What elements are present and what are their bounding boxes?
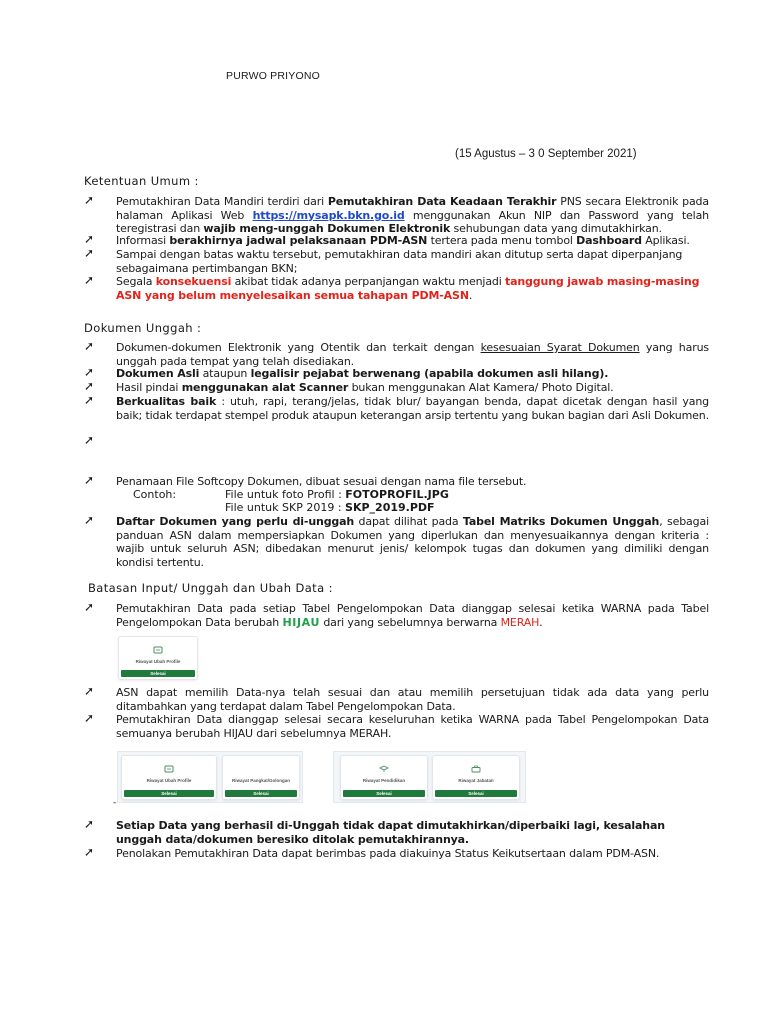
ketentuan-item-2: ➚ Informasi berakhirnya jadwal pelaksanaan PDM-ASN tertera pada menu tombol Dashboard Aplikasi. <box>84 232 690 247</box>
status-card-label: Riwayat Pendidikan <box>362 778 406 783</box>
education-icon <box>379 765 389 773</box>
status-card-3 <box>340 755 428 800</box>
dokumen-item-7: ➚ Daftar Dokumen yang perlu di-unggah dapat dilihat pada Tabel Matriks Dokumen Unggah, sebagai panduan ASN dalam mempersiapkan Dokumen yang diperlukan dan menyesuaikannya dengan kriteria : wajib untuk seluruh ASN; dibedakan menurut jenis/ kelompok tugas dan dokumen yang dimiliki dengan kondisi tertentu. <box>84 513 709 569</box>
status-bar: Selesai <box>225 790 297 797</box>
arrow-bullet-icon: ➚ <box>84 711 94 725</box>
arrow-bullet-icon: ➚ <box>84 232 94 246</box>
arrow-bullet-icon: ➚ <box>84 845 94 859</box>
arrow-bullet-icon: ➚ <box>84 684 94 698</box>
arrow-bullet-icon: ➚ <box>84 473 94 487</box>
dokumen-item-1: ➚ Dokumen-dokumen Elektronik yang Otentik dan terkait dengan kesesuaian Syarat Dokumen yang harus unggah pada tempat yang telah disediakan. <box>84 339 709 368</box>
example-line-2: File untuk SKP 2019 : SKP_2019.PDF <box>225 501 435 514</box>
status-card-label: Riwayat Pangkat/Golongan <box>231 778 290 783</box>
status-card-4 <box>432 755 520 800</box>
ketentuan-item-1: ➚ Pemutakhiran Data Mandiri terdiri dari Pemutakhiran Data Keadaan Terakhir PNS secara Elektronik pada halaman Aplikasi Web https://mysapk.bkn.go.id menggunakan Akun NIP dan Password yang telah teregistrasi dan wajib meng-unggah Dokumen Elektronik sehubungan data yang dimutakhirkan. <box>84 193 709 235</box>
dokumen-item-6: ➚ Penamaan File Softcopy Dokumen, dibuat sesuai dengan nama file tersebut. <box>84 473 527 488</box>
arrow-bullet-icon: ➚ <box>84 339 94 353</box>
author-name: PURWO PRIYONO <box>226 70 320 82</box>
status-card-1 <box>121 755 217 800</box>
profile-doc-icon <box>164 765 174 773</box>
arrow-bullet-icon: ➚ <box>84 817 94 831</box>
briefcase-icon <box>471 765 481 773</box>
example-line-1: File untuk foto Profil : FOTOPROFIL.JPG <box>225 488 449 501</box>
mysapk-link[interactable]: https://mysapk.bkn.go.id <box>252 208 405 222</box>
arrow-bullet-icon: ➚ <box>84 393 94 407</box>
dokumen-item-3: ➚ Hasil pindai menggunakan alat Scanner bukan menggunakan Alat Kamera/ Photo Digital. <box>84 379 614 394</box>
arrow-bullet-icon: ➚ <box>84 600 94 614</box>
heading-dokumen-unggah: Dokumen Unggah : <box>84 321 202 335</box>
batasan-item-3: ➚ Pemutakhiran Data dianggap selesai secara keseluruhan ketika WARNA pada Tabel Pengelompokan Data semuanya berubah HIJAU dari sebelumnya MERAH. <box>84 711 709 740</box>
dokumen-item-2: ➚ Dokumen Asli ataupun legalisir pejabat berwenang (apabila dokumen asli hilang). <box>84 365 609 380</box>
batasan-item-4: ➚ Setiap Data yang berhasil di-Unggah tidak dapat dimutakhirkan/diperbaiki lagi, kesalahan unggah data/dokumen beresiko ditolak pemutakhirannya. <box>84 817 665 846</box>
status-bar: Selesai <box>435 790 517 797</box>
dokumen-item-4: ➚ Berkualitas baik : utuh, rapi, terang/jelas, tidak blur/ bayangan benda, dapat dicetak dengan hasil yang baik; tidak terdapat stempel produk ataupun keterangan arsip tertentu yang bukan bagian dari Asli Dokumen. <box>84 393 710 422</box>
arrow-bullet-icon: ➚ <box>84 273 94 287</box>
heading-batasan: Batasan Input/ Unggah dan Ubah Data : <box>88 581 333 595</box>
example-label: Contoh: <box>133 488 177 501</box>
arrow-bullet-icon: ➚ <box>84 365 94 379</box>
arrow-bullet-icon: ➚ <box>84 193 94 207</box>
arrow-bullet-icon: ➚ <box>84 379 94 393</box>
status-card-label: Riwayat Jabatan <box>458 778 494 783</box>
status-bar: Selesai <box>121 670 195 677</box>
status-bar: Selesai <box>343 790 425 797</box>
status-bar: Selesai <box>124 790 214 797</box>
batasan-item-2: ➚ ASN dapat memilih Data-nya telah sesuai dan atau memilih persetujuan tidak ada data yang perlu ditambahkan yang terdapat dalam Tabel Pengelompokan Data. <box>84 684 709 713</box>
batasan-item-1: ➚ Pemutakhiran Data pada setiap Tabel Pengelompokan Data dianggap selesai ketika WARNA pada Tabel Pengelompokan Data berubah HIJAU dari yang sebelumnya berwarna MERAH. <box>84 600 709 629</box>
profile-doc-icon <box>153 646 163 654</box>
arrow-bullet-icon: ➚ <box>84 433 94 447</box>
ketentuan-item-3: ➚ Sampai dengan batas waktu tersebut, pemutakhiran data mandiri akan ditutup serta dapat diperpanjang sebagaimana pertimbangan BKN; <box>84 246 683 275</box>
status-card-single <box>118 636 198 680</box>
ketentuan-item-4: ➚ Segala konsekuensi akibat tidak adanya perpanjangan waktu menjadi tanggung jawab masing-masing ASN yang belum menyelesaikan semua tahapan PDM-ASN. <box>84 273 700 302</box>
arrow-bullet-icon: ➚ <box>84 513 94 527</box>
period-date: (15 Agustus – 3 0 September 2021) <box>455 148 637 160</box>
status-card-label: Riwayat Ubah Profile <box>146 778 192 783</box>
arrow-bullet-icon: ➚ <box>84 246 94 260</box>
status-card-label: Riwayat Ubah Profile <box>135 659 181 664</box>
status-card-2 <box>222 755 300 800</box>
heading-ketentuan-umum: Ketentuan Umum : <box>84 174 199 188</box>
batasan-item-5: ➚ Penolakan Pemutakhiran Data dapat berimbas pada diakuinya Status Keikutsertaan dalam PDM-ASN. <box>84 845 660 860</box>
dash-mark: - <box>113 798 117 808</box>
